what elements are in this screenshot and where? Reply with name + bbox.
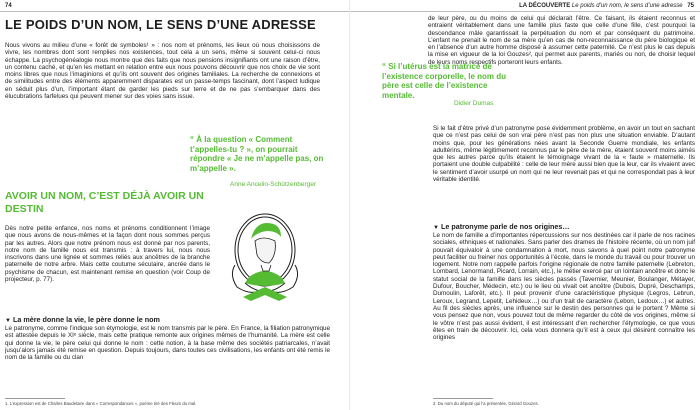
quote-author: Anne Ancelin-Schützenberger	[230, 181, 317, 188]
footnote-rule	[433, 398, 493, 399]
page-title: LE POIDS D’UN NOM, LE SENS D’UNE ADRESSE	[5, 17, 316, 32]
section-paragraph: Dès notre petite enfance, nos noms et prénoms conditionnent l’image que nous avons de nous-mêmes et la façon dont nous sommes perçus par les autres. Alors que notre prénom nous est donné par nos parents, notre nom de famille nous est transmis : à travers lui, nous nous inscrivons dans une lignée et sommes reliés aux ancêtres de la branche paternelle de notre arbre. Mais cette coutume séculaire, ancrée dans le psychisme de chacun, est maintenant remise en question (voir Coup de projecteur, p. 77).	[5, 225, 210, 284]
subheading-text: La mère donne la vie, le père donne le nom	[12, 315, 160, 324]
running-section: LA DÉCOUVERTE	[519, 3, 571, 9]
footnote-right: 2. Du nom du député qui l’a présentée, Gérard Gouzes.	[433, 401, 539, 406]
woman-portrait-medallion-icon	[215, 205, 315, 305]
subheading-origins	[433, 222, 570, 231]
intro-paragraph: Nous vivons au milieu d’une « forêt de symboles¹ » : nos nom et prénoms, les lieux où nous choisissons de vivre, les nombres dont sont remplies nos existences, tout cela a un sens, même si souvent celui-ci nous échappe. La psychogénéalogie nous montre que des faits que nous pensions insignifiants ont une raison d’être, un contenu caché, et qu’en les mettant en relation entre eux nous pouvons découvrir que nos choix de vie sont moins libres que nous l’imaginions et qu’ils ont souvent des origines familiales. La recherche de connexions et de similitudes entre des éléments apparemment disparates est un passe-temps fascinant, dont l’aspect ludique en séduit plus d’un, l’important étant de garder les pieds sur terre et de ne pas s’embarquer dans des élucubrations farfelues qui peuvent mener sur des voies sans issue.	[5, 42, 320, 101]
page-number-right: 75	[687, 3, 694, 9]
footnote-left: 1. L’expression est de Charles Baudelaire dans « Correspondances », poème tiré des Fleurs du mal.	[5, 401, 197, 406]
subsection-paragraph: Le patronyme, comme l’indique son étymologie, est le nom transmis par le père. En France, la filiation patronymique est attestée depuis le XIᵉ siècle, mais cette pratique remonte aux origines mêmes de l’humanité. La mère est celle qui donne la vie, le père celui qui donne le nom : cette notion, à la base même des sociétés patriarcales, n’avait jusqu’alors jamais été remise en question. Depuis toujours, dans toutes ces civilisations, les enfants ont été remis le nom de la famille ou du clan	[5, 325, 330, 362]
triangle-marker-icon: ▼	[433, 225, 439, 231]
subheading-text: Le patronyme parle de nos origines…	[440, 222, 570, 231]
middle-paragraph: Si le fait d’être privé d’un patronyme pose évidemment problème, en avoir un tout en sachant que ce n’est pas celui de son vrai père n’est pas non plus une situation enviable. D’autant moins que, pour les générations nées avant la Seconde Guerre mondiale, les enfants adultérins, même légitimement reconnus par le père de la mère, étaient souvent moins aimés que les autres parce qu’ils étaient le témoignage vivant de la « faute » maternelle. Ils portaient une double culpabilité : celle de leur mère aussi bien que la leur, car ils vivaient avec le sentiment d’avoir usurpé un nom qui ne leur revenait pas et qui ne correspondait pas à leur véritable identité.	[433, 125, 695, 184]
quote-mark-icon: “	[382, 62, 389, 71]
subheading-mother-father	[5, 315, 160, 324]
top-paragraph: de leur père, ou du moins de celui qui déclarait l’être. Ce faisant, ils étaient reconnus et entraient véritablement dans une famille plus faste que celle d’une fille, c’est pourquoi la descendance mâle garantissait la perpétuation du nom et par conséquent du patrimoine. L’enfant ne prenait le nom de sa mère qu’en cas de non-reconnaissance du père biologique et en l’absence d’un autre homme disposé à assumer cette paternité. Ce n’est plus le cas depuis la mise en vigueur de la loi Gouzes², qui permet aux parents, mariés ou non, de choisir lequel de leurs noms respectifs porteront leurs enfants.	[428, 15, 695, 66]
page-number-left: 74	[5, 3, 12, 9]
footnote-rule	[5, 398, 65, 399]
quote-text: Si l’utérus est la matrice de l’existence corporelle, le nom du père est celle de l’existence mentale.	[382, 62, 507, 100]
right-page	[350, 0, 700, 410]
running-header	[519, 3, 694, 9]
quote-author: Didier Dumas	[454, 100, 494, 107]
running-title: Le poids d’un nom, le sens d’une adresse	[571, 3, 683, 9]
section-heading: AVOIR UN NOM, C’EST DÉJÀ AVOIR UN DESTIN	[5, 190, 204, 215]
triangle-marker-icon: ▼	[5, 318, 11, 324]
quote-text: À la question « Comment t’appelles-tu ? », on pourrait répondre « Je ne m’appelle pas, on m’appelle ».	[190, 135, 324, 173]
quote-mark-icon: “	[190, 135, 197, 144]
bottom-paragraph: Le nom de famille a d’importantes répercussions sur nos destinées car il parle de nos racines sociales, ethniques et nationales. Sans parler des drames de l’histoire récente, où un nom juif pouvait équivaloir à une condamnation à mort, nous savons à quel point notre patronyme peut faciliter ou freiner nos opportunités à l’école, dans le monde du travail ou pour trouver un logement. Notre nom rappelle parfois l’origine régionale de notre famille paternelle (Lebreton, Lombard, Lenormand, Picard, Lorrain, etc.), le métier exercé par un lointain ancêtre et donc le statut social de la famille dans les siècles passés (Tavernier, Meunier, Boulanger, Métayer, Dufour, Boucher, Médecin, etc.) ou le lieu où vivait cet ancêtre (Dubois, Dupré, Deschamps, Dumoulin, Laforêt, etc.). Il peut provenir d’une caractéristique physique (Legros, Lebrun, Leroux, Legrand, Lepetit, Lehideux…) ou d’un trait de caractère (Lebon, Ledoux…) et autres. Au fil des siècles après, une influence sur le destin des personnes qui le portent ? Même si vous pensez que non, vous pouvez tout de même regarder du côté de vos origines, même si le vôtre n’est pas aussi évident, il est intéressant d’en rechercher l’étymologie, ce que vous êtes en train de découvrir. Ici, cela vous donnera qu’il est à ceux qui désirent connaître les origines	[433, 232, 695, 342]
